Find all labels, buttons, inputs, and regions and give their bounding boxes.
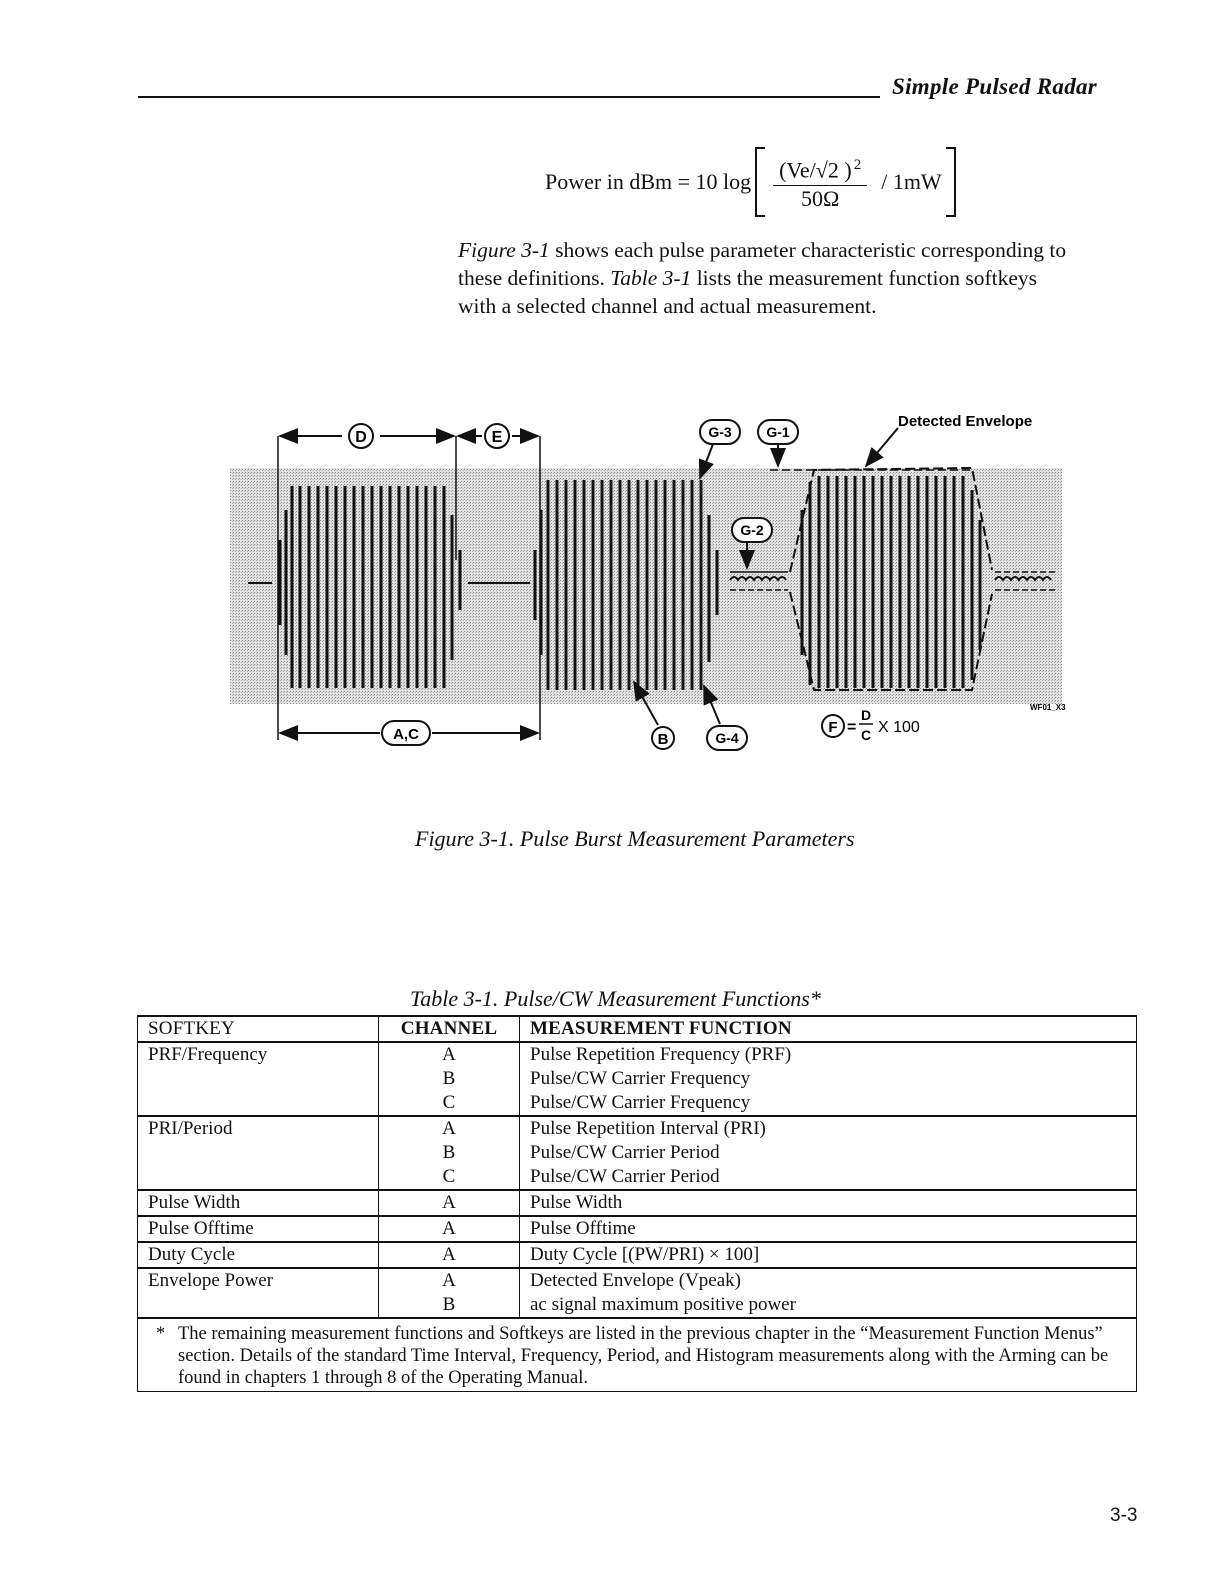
label-g1: G-1 — [766, 424, 790, 440]
label-ac: A,C — [393, 726, 419, 743]
measurement-functions-table — [137, 1015, 1137, 1392]
label-g2: G-2 — [740, 522, 764, 538]
table-row: PRF/Frequency A Pulse Repetition Frequency (PRF) — [138, 1042, 1137, 1067]
table-row: Pulse Width A Pulse Width — [138, 1190, 1137, 1216]
table-row: B Pulse/CW Carrier Period — [138, 1141, 1137, 1165]
footnote-marker: * — [156, 1324, 166, 1344]
table-row: B Pulse/CW Carrier Frequency — [138, 1067, 1137, 1091]
table-row: C Pulse/CW Carrier Frequency — [138, 1091, 1137, 1116]
formula-denominator: 50Ω — [800, 185, 840, 211]
svg-text:=: = — [847, 719, 857, 736]
figure-reference[interactable]: Figure 3-1 — [458, 238, 550, 262]
page-number: 3-3 — [1110, 1505, 1138, 1526]
pulse-burst-figure — [230, 400, 1070, 770]
svg-text:C: C — [860, 727, 872, 743]
table-row: C Pulse/CW Carrier Period — [138, 1165, 1137, 1190]
label-detected-envelope: Detected Envelope — [898, 413, 1033, 430]
table-row: B ac signal maximum positive power — [138, 1293, 1137, 1318]
table-caption: Table 3-1. Pulse/CW Measurement Functions* — [410, 986, 821, 1011]
label-f: F — [828, 719, 838, 736]
formula-fraction — [773, 152, 867, 211]
right-bracket — [946, 147, 956, 217]
left-bracket — [755, 147, 765, 217]
footnote-text: The remaining measurement functions and Softkeys are listed in the previous chapter in the “Measurement Function Menus” section. Details of the standard Time Interval, Frequency, Period, and Histogram measurements along with the Arming can be found in chapters 1 through 8 of the Operating Manual. — [178, 1324, 1109, 1388]
table-reference[interactable]: Table 3-1 — [610, 266, 692, 290]
header-rule — [138, 96, 880, 98]
table-header-row — [138, 1016, 1137, 1042]
svg-text:X 100: X 100 — [878, 719, 920, 736]
formula-lhs: Power in dBm = 10 log — [545, 169, 752, 194]
label-e: E — [491, 429, 503, 446]
table-row: Duty Cycle A Duty Cycle [(PW/PRI) × 100] — [138, 1242, 1137, 1268]
header-softkey: SOFTKEY — [138, 1016, 379, 1042]
table-row: Pulse Offtime A Pulse Offtime — [138, 1216, 1137, 1242]
label-b: B — [657, 731, 669, 748]
svg-text:D: D — [860, 707, 872, 723]
label-d: D — [355, 429, 367, 446]
table-footnote-row — [138, 1318, 1137, 1392]
running-header-title: Simple Pulsed Radar — [892, 74, 1098, 99]
table-row: PRI/Period A Pulse Repetition Interval (PRI) — [138, 1116, 1137, 1141]
header-channel: CHANNEL — [379, 1016, 520, 1042]
header-function: MEASUREMENT FUNCTION — [520, 1016, 1137, 1042]
formula-numerator: (Ve/√2 ) $^2$ — [773, 152, 867, 185]
formula-rhs: / 1mW — [881, 169, 942, 194]
label-g3: G-3 — [708, 424, 732, 440]
table-row: Envelope Power A Detected Envelope (Vpeak) — [138, 1268, 1137, 1293]
power-formula — [545, 146, 960, 218]
label-g4: G-4 — [715, 730, 739, 746]
pulse-burst-3 — [802, 476, 980, 688]
figure-code: WF01_X3 — [1030, 703, 1066, 712]
intro-paragraph: Figure 3-1 shows each pulse parameter characteristic corresponding to these definitions. Table 3-1 lists the measurement function softkeys with a selected channel and actual measurement. — [458, 238, 1067, 318]
figure-caption: Figure 3-1. Pulse Burst Measurement Parameters — [415, 826, 855, 851]
